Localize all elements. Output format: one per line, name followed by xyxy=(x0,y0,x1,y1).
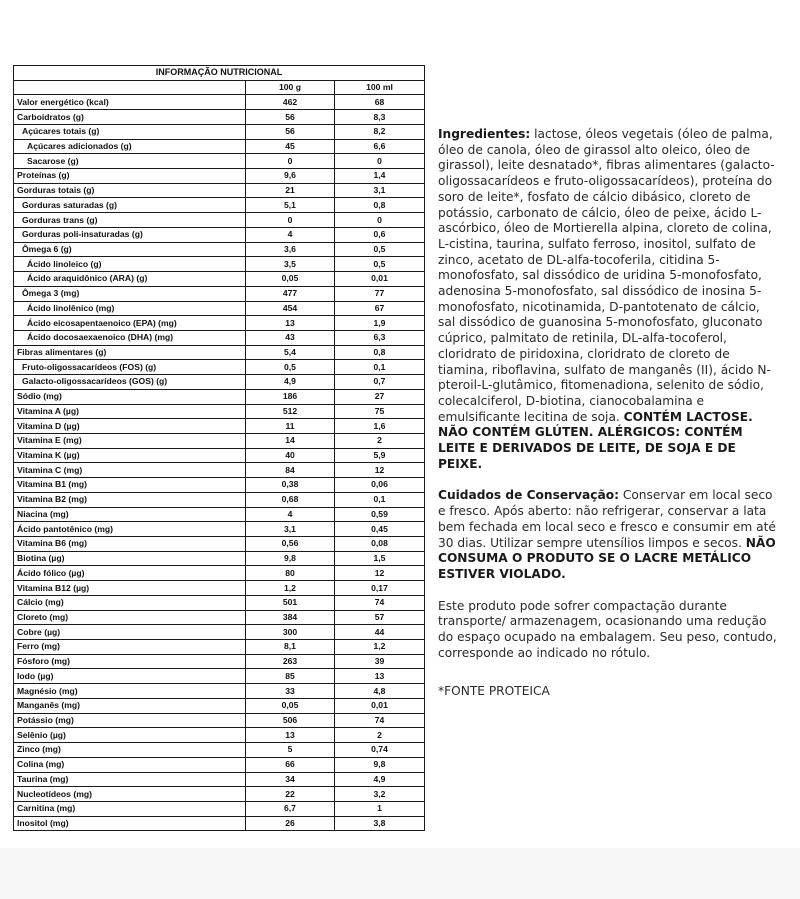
value-per-100g: 0,05 xyxy=(246,698,335,713)
nutrient-name: Ácido pantotênico (mg) xyxy=(14,522,246,537)
value-per-100g: 512 xyxy=(246,404,335,419)
nutrition-row xyxy=(14,772,425,787)
nutrition-row xyxy=(14,433,425,448)
value-per-100g: 13 xyxy=(246,316,335,331)
nutrient-name: Vitamina B1 (mg) xyxy=(14,478,246,493)
nutrition-row xyxy=(14,625,425,640)
value-per-100g: 6,7 xyxy=(246,801,335,816)
value-per-100g: 0 xyxy=(246,213,335,228)
nutrient-name: Magnésio (mg) xyxy=(14,684,246,699)
value-per-100ml: 67 xyxy=(335,301,425,316)
nutrient-column-header xyxy=(14,80,246,95)
value-per-100ml: 0,06 xyxy=(335,478,425,493)
nutrient-name: Açúcares totais (g) xyxy=(14,124,246,139)
nutrient-name: Fruto-oligossacarídeos (FOS) (g) xyxy=(14,360,246,375)
nutrient-name: Potássio (mg) xyxy=(14,713,246,728)
value-per-100g: 26 xyxy=(246,816,335,831)
value-per-100ml: 1,6 xyxy=(335,419,425,434)
nutrition-table xyxy=(13,65,425,831)
nutrient-name: Carnitina (mg) xyxy=(14,801,246,816)
column-header-100ml: 100 ml xyxy=(335,80,425,95)
nutrition-table-header-row xyxy=(14,80,425,95)
nutrition-row xyxy=(14,566,425,581)
value-per-100g: 34 xyxy=(246,772,335,787)
nutrition-row xyxy=(14,522,425,537)
nutrition-row xyxy=(14,183,425,198)
value-per-100ml: 3,1 xyxy=(335,183,425,198)
column-header-100g: 100 g xyxy=(246,80,335,95)
value-per-100ml: 0,01 xyxy=(335,698,425,713)
value-per-100ml: 0,8 xyxy=(335,345,425,360)
nutrient-name: Vitamina C (mg) xyxy=(14,463,246,478)
nutrient-name: Carboidratos (g) xyxy=(14,110,246,125)
value-per-100g: 0,56 xyxy=(246,537,335,552)
nutrient-name: Iodo (µg) xyxy=(14,669,246,684)
storage-text: Conservar em local seco e fresco. Após aberto: não refrigerar, conservar a lata bem fechada em local seco e fresco e consumir em até 30 dias. Utilizar sempre utensílios limpos e secos. xyxy=(438,488,776,550)
nutrient-name: Sacarose (g) xyxy=(14,154,246,169)
value-per-100g: 3,6 xyxy=(246,242,335,257)
nutrition-row xyxy=(14,169,425,184)
nutrition-row xyxy=(14,404,425,419)
nutrient-name: Gorduras totais (g) xyxy=(14,183,246,198)
value-per-100g: 4,9 xyxy=(246,375,335,390)
nutrient-name: Cálcio (mg) xyxy=(14,595,246,610)
value-per-100ml: 3,2 xyxy=(335,787,425,802)
nutrient-name: Gorduras trans (g) xyxy=(14,213,246,228)
nutrition-row xyxy=(14,801,425,816)
value-per-100ml: 0,1 xyxy=(335,360,425,375)
value-per-100ml: 0,17 xyxy=(335,581,425,596)
value-per-100ml: 57 xyxy=(335,610,425,625)
value-per-100g: 4 xyxy=(246,227,335,242)
nutrient-name: Manganês (mg) xyxy=(14,698,246,713)
value-per-100g: 454 xyxy=(246,301,335,316)
nutrient-name: Cobre (µg) xyxy=(14,625,246,640)
value-per-100g: 43 xyxy=(246,330,335,345)
nutrient-name: Vitamina B2 (mg) xyxy=(14,492,246,507)
value-per-100ml: 4,9 xyxy=(335,772,425,787)
value-per-100ml: 4,8 xyxy=(335,684,425,699)
value-per-100ml: 74 xyxy=(335,595,425,610)
nutrient-name: Ácido linoleico (g) xyxy=(14,257,246,272)
nutrition-table-body xyxy=(14,95,425,831)
value-per-100ml: 0,7 xyxy=(335,375,425,390)
value-per-100ml: 0,6 xyxy=(335,227,425,242)
value-per-100g: 3,1 xyxy=(246,522,335,537)
value-per-100ml: 0,59 xyxy=(335,507,425,522)
value-per-100g: 300 xyxy=(246,625,335,640)
nutrient-name: Açúcares adicionados (g) xyxy=(14,139,246,154)
nutrient-name: Ômega 6 (g) xyxy=(14,242,246,257)
nutrient-name: Galacto-oligossacarídeos (GOS) (g) xyxy=(14,375,246,390)
nutrient-name: Sódio (mg) xyxy=(14,389,246,404)
nutrition-table-title-row xyxy=(14,66,425,81)
value-per-100ml: 9,8 xyxy=(335,757,425,772)
value-per-100g: 80 xyxy=(246,566,335,581)
nutrition-row xyxy=(14,257,425,272)
nutrient-name: Taurina (mg) xyxy=(14,772,246,787)
nutrient-name: Vitamina K (µg) xyxy=(14,448,246,463)
nutrition-row xyxy=(14,463,425,478)
value-per-100g: 506 xyxy=(246,713,335,728)
value-per-100g: 0,38 xyxy=(246,478,335,493)
nutrition-row xyxy=(14,478,425,493)
value-per-100g: 186 xyxy=(246,389,335,404)
nutrition-row xyxy=(14,713,425,728)
value-per-100g: 56 xyxy=(246,124,335,139)
value-per-100g: 0,68 xyxy=(246,492,335,507)
value-per-100ml: 44 xyxy=(335,625,425,640)
value-per-100ml: 6,3 xyxy=(335,330,425,345)
nutrition-row xyxy=(14,743,425,758)
value-per-100ml: 1,2 xyxy=(335,640,425,655)
value-per-100g: 5,4 xyxy=(246,345,335,360)
value-per-100g: 1,2 xyxy=(246,581,335,596)
value-per-100ml: 8,3 xyxy=(335,110,425,125)
label-text-column xyxy=(438,127,778,715)
nutrition-row xyxy=(14,154,425,169)
value-per-100ml: 12 xyxy=(335,566,425,581)
value-per-100ml: 13 xyxy=(335,669,425,684)
value-per-100g: 84 xyxy=(246,463,335,478)
nutrition-row xyxy=(14,757,425,772)
nutrition-row xyxy=(14,551,425,566)
value-per-100ml: 74 xyxy=(335,713,425,728)
nutrient-name: Nucleotídeos (mg) xyxy=(14,787,246,802)
value-per-100g: 5,1 xyxy=(246,198,335,213)
value-per-100ml: 5,9 xyxy=(335,448,425,463)
nutrition-row xyxy=(14,610,425,625)
value-per-100g: 8,1 xyxy=(246,640,335,655)
nutrient-name: Fósforo (mg) xyxy=(14,654,246,669)
value-per-100ml: 2 xyxy=(335,433,425,448)
value-per-100g: 56 xyxy=(246,110,335,125)
nutrient-name: Ácido linolênico (mg) xyxy=(14,301,246,316)
nutrient-name: Vitamina D (µg) xyxy=(14,419,246,434)
nutrient-name: Fibras alimentares (g) xyxy=(14,345,246,360)
value-per-100ml: 0,45 xyxy=(335,522,425,537)
value-per-100g: 384 xyxy=(246,610,335,625)
value-per-100ml: 12 xyxy=(335,463,425,478)
nutrition-row xyxy=(14,389,425,404)
value-per-100ml: 0,08 xyxy=(335,537,425,552)
nutrient-name: Niacina (mg) xyxy=(14,507,246,522)
value-per-100ml: 0 xyxy=(335,154,425,169)
nutrition-row xyxy=(14,286,425,301)
value-per-100ml: 0,5 xyxy=(335,242,425,257)
value-per-100g: 0,5 xyxy=(246,360,335,375)
nutrient-name: Cloreto (mg) xyxy=(14,610,246,625)
ingredients-label: Ingredientes: xyxy=(438,127,531,141)
value-per-100g: 462 xyxy=(246,95,335,110)
storage-label: Cuidados de Conservação: xyxy=(438,488,619,503)
value-per-100ml: 0,1 xyxy=(335,492,425,507)
value-per-100g: 13 xyxy=(246,728,335,743)
value-per-100g: 9,8 xyxy=(246,551,335,566)
value-per-100g: 45 xyxy=(246,139,335,154)
nutrient-name: Gorduras saturadas (g) xyxy=(14,198,246,213)
nutrition-row xyxy=(14,242,425,257)
value-per-100ml: 0,8 xyxy=(335,198,425,213)
nutrient-name: Vitamina A (µg) xyxy=(14,404,246,419)
nutrition-row xyxy=(14,448,425,463)
value-per-100g: 0 xyxy=(246,154,335,169)
value-per-100ml: 3,8 xyxy=(335,816,425,831)
nutrition-row xyxy=(14,360,425,375)
nutrient-name: Selênio (µg) xyxy=(14,728,246,743)
value-per-100g: 85 xyxy=(246,669,335,684)
value-per-100ml: 0,5 xyxy=(335,257,425,272)
value-per-100ml: 68 xyxy=(335,95,425,110)
nutrition-row xyxy=(14,316,425,331)
value-per-100g: 4 xyxy=(246,507,335,522)
value-per-100ml: 0,01 xyxy=(335,272,425,287)
nutrient-name: Inositol (mg) xyxy=(14,816,246,831)
nutrient-name: Ácido araquidônico (ARA) (g) xyxy=(14,272,246,287)
nutrient-name: Valor energético (kcal) xyxy=(14,95,246,110)
nutrition-row xyxy=(14,272,425,287)
value-per-100g: 501 xyxy=(246,595,335,610)
nutrition-row xyxy=(14,419,425,434)
value-per-100ml: 75 xyxy=(335,404,425,419)
nutrient-name: Ácido docosaexaenoico (DHA) (mg) xyxy=(14,330,246,345)
nutrition-row xyxy=(14,139,425,154)
value-per-100ml: 8,2 xyxy=(335,124,425,139)
allergen-warning: CONTÉM LACTOSE. NÃO CONTÉM GLÚTEN. ALÉRGICOS: CONTÉM LEITE E DERIVADOS DE LEITE, DE SOJA E DE PEIXE. xyxy=(438,409,753,471)
nutrient-name: Vitamina E (mg) xyxy=(14,433,246,448)
nutrition-row xyxy=(14,198,425,213)
nutrition-row xyxy=(14,345,425,360)
nutrient-name: Vitamina B12 (µg) xyxy=(14,581,246,596)
seal-warning: NÃO CONSUMA O PRODUTO SE O LACRE METÁLICO ESTIVER VIOLADO. xyxy=(438,535,776,581)
value-per-100g: 477 xyxy=(246,286,335,301)
nutrient-name: Ômega 3 (mg) xyxy=(14,286,246,301)
nutrition-row xyxy=(14,124,425,139)
nutrition-row xyxy=(14,110,425,125)
nutrition-row xyxy=(14,227,425,242)
value-per-100ml: 1,5 xyxy=(335,551,425,566)
ingredients-paragraph xyxy=(438,127,778,472)
value-per-100g: 5 xyxy=(246,743,335,758)
nutrition-row xyxy=(14,95,425,110)
nutrition-row xyxy=(14,669,425,684)
nutrition-row xyxy=(14,654,425,669)
nutrition-row xyxy=(14,816,425,831)
value-per-100g: 3,5 xyxy=(246,257,335,272)
nutrient-name: Biotina (µg) xyxy=(14,551,246,566)
nutrient-name: Gorduras poli-insaturadas (g) xyxy=(14,227,246,242)
value-per-100ml: 1,4 xyxy=(335,169,425,184)
nutrition-row xyxy=(14,698,425,713)
nutrition-row xyxy=(14,595,425,610)
value-per-100g: 9,6 xyxy=(246,169,335,184)
nutrition-row xyxy=(14,684,425,699)
value-per-100g: 263 xyxy=(246,654,335,669)
nutrition-row xyxy=(14,301,425,316)
value-per-100g: 14 xyxy=(246,433,335,448)
value-per-100g: 0,05 xyxy=(246,272,335,287)
nutrient-name: Vitamina B6 (mg) xyxy=(14,537,246,552)
value-per-100ml: 77 xyxy=(335,286,425,301)
nutrition-row xyxy=(14,728,425,743)
nutrient-name: Zinco (mg) xyxy=(14,743,246,758)
value-per-100g: 22 xyxy=(246,787,335,802)
nutrition-row xyxy=(14,507,425,522)
bottom-band xyxy=(0,848,800,899)
nutrition-row xyxy=(14,330,425,345)
value-per-100ml: 27 xyxy=(335,389,425,404)
value-per-100ml: 1,9 xyxy=(335,316,425,331)
nutrient-name: Ácido fólico (µg) xyxy=(14,566,246,581)
nutrient-name: Ácido eicosapentaenoico (EPA) (mg) xyxy=(14,316,246,331)
value-per-100ml: 0,74 xyxy=(335,743,425,758)
nutrition-table-title: INFORMAÇÃO NUTRICIONAL xyxy=(14,66,425,81)
protein-source-footnote: *FONTE PROTEICA xyxy=(438,683,550,698)
value-per-100ml: 0 xyxy=(335,213,425,228)
nutrition-row xyxy=(14,581,425,596)
nutrient-name: Ferro (mg) xyxy=(14,640,246,655)
nutrition-row xyxy=(14,492,425,507)
value-per-100ml: 2 xyxy=(335,728,425,743)
nutrient-name: Colina (mg) xyxy=(14,757,246,772)
ingredients-text: lactose, óleos vegetais (óleo de palma, óleo de canola, óleo de girassol alto oleico, óleo de girassol), leite desnatado*, fibras alimentares (galacto-oligossacarídeos e fruto-oligossacarídeos), proteína do soro de leite*, fosfato de cálcio dibásico, cloreto de potássio, carbonato de cálcio, óleo de peixe, ácido L-ascórbico, óleo de Mortierella alpina, cloreto de colina, L-cistina, taurina, sulfato ferroso, inositol, sulfato de zinco, acetato de DL-alfa-tocoferila, citidina 5-monofosfato, sal dissódico de uridina 5-monofosfato, adenosina 5-monofosfato, sal dissódico de inosina 5-monofosfato, nicotinamida, D-pantotenato de cálcio, sal dissódico de guanosina 5-monofosfato, gluconato cúprico, palmitato de retinila, DL-alfa-tocoferol, cloridrato de piridoxina, cloridrato de cloreto de tiamina, riboflavina, sulfato de manganês (II), ácido N-pteroil-L-glutâmico, fitomenadiona, selenito de sódio, colecalciferol, D-biotina, cianocobalamina e emulsificante lecitina de soja. xyxy=(438,127,775,424)
value-per-100g: 21 xyxy=(246,183,335,198)
value-per-100g: 40 xyxy=(246,448,335,463)
compaction-note: Este produto pode sofrer compactação durante transporte/ armazenagem, ocasionando uma redução do espaço ocupado na embalagem. Seu peso, contudo, corresponde ao indicado no rótulo. xyxy=(438,598,777,660)
nutrition-row xyxy=(14,213,425,228)
nutrient-name: Proteínas (g) xyxy=(14,169,246,184)
nutrition-row xyxy=(14,537,425,552)
nutrition-row xyxy=(14,375,425,390)
value-per-100ml: 6,6 xyxy=(335,139,425,154)
storage-paragraph xyxy=(438,488,778,582)
value-per-100g: 66 xyxy=(246,757,335,772)
value-per-100ml: 1 xyxy=(335,801,425,816)
value-per-100ml: 39 xyxy=(335,654,425,669)
value-per-100g: 33 xyxy=(246,684,335,699)
value-per-100g: 11 xyxy=(246,419,335,434)
nutrition-row xyxy=(14,640,425,655)
nutrition-row xyxy=(14,787,425,802)
